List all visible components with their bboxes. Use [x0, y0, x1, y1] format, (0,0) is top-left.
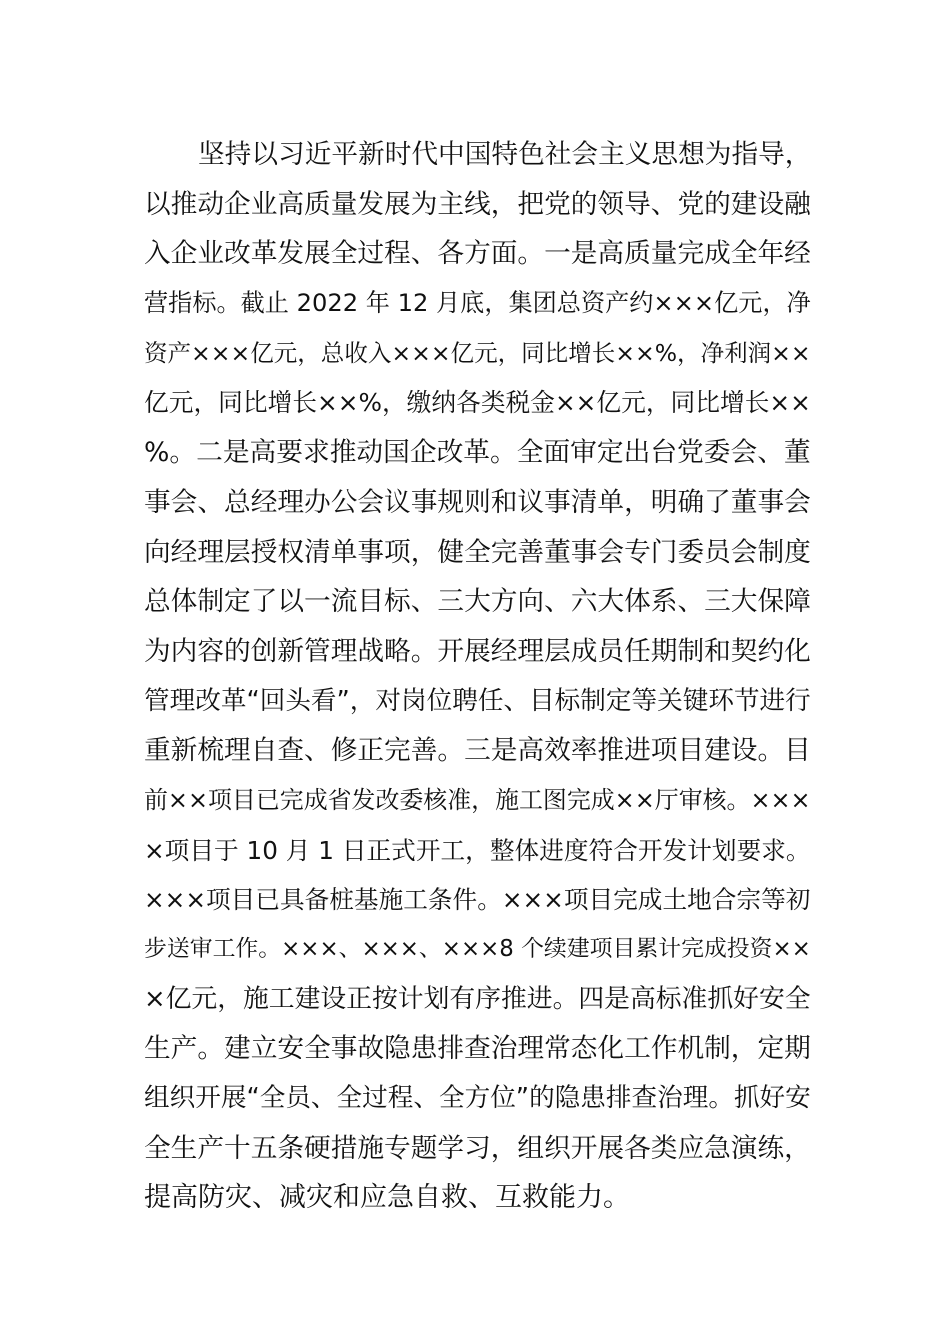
- paragraph-line: 前××项目已完成省发改委核准，施工图完成××厅审核。×××: [144, 785, 811, 814]
- paragraph-line: ×亿元，施工建设正按计划有序推进。四是高标准抓好安全: [144, 983, 811, 1014]
- paragraph-line: 亿元，同比增长××%，缴纳各类税金××亿元，同比增长××: [144, 388, 811, 418]
- paragraph-line: 步送审工作。×××、×××、×××8 个续建项目累计完成投资××: [144, 936, 811, 962]
- paragraph-line: 总体制定了以一流目标、三大方向、六大体系、三大保障: [144, 586, 811, 618]
- paragraph-line: 管理改革“回头看”，对岗位聘任、目标制定等关键环节进行: [144, 685, 811, 716]
- paragraph-line: 组织开展“全员、全过程、全方位”的隐患排查治理。抓好安: [144, 1083, 811, 1114]
- paragraph-line: 向经理层授权清单事项，健全完善董事会专门委员会制度: [144, 536, 811, 568]
- paragraph-line: 入企业改革发展全过程、各方面。一是高质量完成全年经: [144, 238, 811, 270]
- paragraph-line: %。二是高要求推动国企改革。全面审定出台党委会、董: [144, 437, 811, 469]
- body-paragraph: [144, 130, 812, 1223]
- paragraph-line: 提高防灾、减灾和应急自救、互救能力。: [144, 1182, 630, 1214]
- paragraph-line: 为内容的创新管理战略。开展经理层成员任期制和契约化: [144, 635, 811, 667]
- paragraph-line: 资产×××亿元，总收入×××亿元，同比增长××%，净利润××: [144, 338, 811, 367]
- paragraph-line: 生产。建立安全事故隐患排查治理常态化工作机制，定期: [144, 1033, 811, 1065]
- paragraph-line: 重新梳理自查、修正完善。三是高效率推进项目建设。目: [144, 735, 811, 767]
- paragraph-line: 坚持以习近平新时代中国特色社会主义思想为指导，: [198, 139, 812, 170]
- paragraph-line: 全生产十五条硬措施专题学习，组织开展各类应急演练，: [144, 1132, 811, 1164]
- paragraph-line: 事会、总经理办公会议事规则和议事清单，明确了董事会: [144, 486, 811, 518]
- paragraph-line: ×项目于 10 月 1 日正式开工，整体进度符合开发计划要求。: [144, 835, 811, 865]
- paragraph-line: ×××项目已具备桩基施工条件。×××项目完成土地合宗等初: [144, 885, 811, 915]
- paragraph-line: 以推动企业高质量发展为主线，把党的领导、党的建设融: [144, 188, 811, 220]
- paragraph-line: 营指标。截止 2022 年 12 月底，集团总资产约×××亿元，净: [144, 289, 811, 318]
